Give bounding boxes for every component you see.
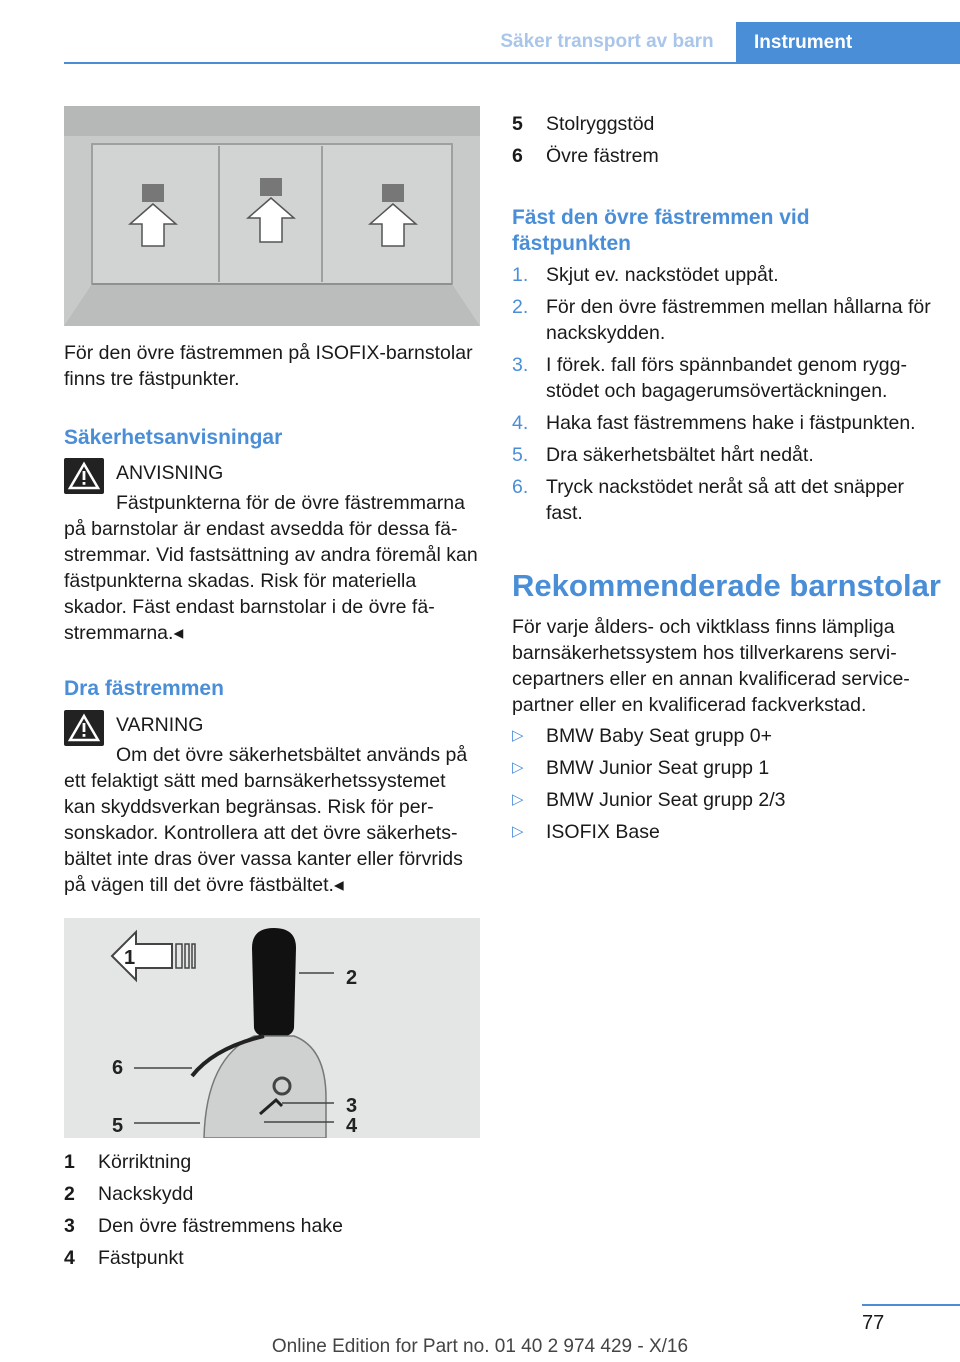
list-item: ▷ BMW Junior Seat grupp 2/3 — [512, 784, 932, 816]
list-item: 4. Haka fast fästremmens hake i fästpunkten. — [512, 412, 916, 434]
legend-item: 1 Körriktning — [64, 1151, 192, 1173]
safety-heading: Säkerhetsanvisningar — [64, 426, 283, 449]
page-number: 77 — [862, 1312, 885, 1334]
notice-first-line: Fästpunkterna för de övre fästremmarna — [116, 492, 465, 514]
legend-item: 3 Den övre fästremmens hake — [64, 1215, 343, 1237]
warning-box — [64, 710, 480, 898]
recommend-heading: Rekommenderade barnstolar — [512, 568, 941, 603]
figure-label-5: 5 — [112, 1115, 124, 1137]
bullet-triangle-icon: ▷ — [512, 759, 524, 776]
edition-footer: Online Edition for Part no. 01 40 2 974 429 - X/16 — [271, 1336, 689, 1357]
figure-label-6: 6 — [112, 1057, 124, 1079]
legend-item: 4 Fästpunkt — [64, 1247, 184, 1269]
bullet-triangle-icon: ▷ — [512, 727, 524, 744]
list-item: 2. För den övre fästremmen mellan hållarna för nackskydden. — [512, 296, 931, 344]
bullet-triangle-icon: ▷ — [512, 823, 524, 840]
seats-list — [512, 720, 932, 848]
bullet-triangle-icon: ▷ — [512, 791, 524, 808]
header-chapter-tab[interactable]: Instrument — [736, 22, 960, 64]
figure-label-2: 2 — [346, 967, 358, 989]
steps-list — [512, 262, 932, 532]
figure-label-3: 3 — [346, 1095, 358, 1117]
list-item: 6. Tryck nackstödet neråt så att det snäpper fast. — [512, 476, 905, 524]
legend-item: 6 Övre fästrem — [512, 145, 659, 167]
recommend-text: För varje ålders- och viktklass finns lämpliga barnsäkerhetssystem hos tillverkarens servi-cepartners eller en annan kvalificerad service-partner eller en kvalificerad fackverkstad. — [512, 616, 910, 716]
list-item: 3. I förek. fall förs spännbandet genom rygg-stödet och bagagerumsövertäckningen. — [512, 354, 907, 402]
headrest-illustration — [64, 918, 480, 1138]
header-section-title[interactable]: Säker transport av barn — [500, 31, 714, 52]
figure-headrest-tether — [64, 918, 480, 1138]
warning-label: VARNING — [116, 714, 204, 736]
pull-strap-heading: Dra fästremmen — [64, 677, 224, 700]
warning-text: ett felaktigt sätt med barnsäkerhetssystemet kan skyddsverkan begränsas. Risk för per-sonskador. Kontrollera att det övre säkerhets-bältet inte dras över vassa kanter eller förvrids på vägen till det övre fästbältet.◂ — [64, 770, 463, 896]
warning-triangle-icon — [64, 710, 104, 746]
notice-box — [64, 458, 480, 646]
list-item: ▷ BMW Baby Seat grupp 0+ — [512, 720, 932, 752]
notice-label: ANVISNING — [116, 462, 224, 484]
footer-rule — [862, 1304, 960, 1306]
header-rule — [64, 62, 960, 64]
figure1-caption: För den övre fästremmen på ISOFIX-barnstolar finns tre fästpunkter. — [64, 342, 473, 390]
figure-cargo-anchor-points — [64, 106, 480, 326]
list-item: 1. Skjut ev. nackstödet uppåt. — [512, 264, 779, 286]
legend-right — [512, 108, 932, 172]
warning-triangle-icon — [64, 458, 104, 494]
notice-text: på barnstolar är endast avsedda för dessa fä-stremmar. Vid fastsättning av andra föremål kan fästpunkterna skadas. Risk för materiella skador. Fäst endast barnstolar i de övre fä-stremmarna.◂ — [64, 518, 478, 644]
list-item: 5. Dra säkerhetsbältet hårt nedåt. — [512, 444, 814, 466]
figure-label-1: 1 — [124, 947, 136, 969]
legend-item: 5 Stolryggstöd — [512, 113, 655, 135]
warning-first-line: Om det övre säkerhetsbältet används på — [116, 744, 468, 766]
cargo-area-illustration — [64, 106, 480, 326]
list-item: ▷ ISOFIX Base — [512, 816, 932, 848]
attach-strap-heading: Fäst den övre fästremmen vid fästpunkten — [512, 206, 810, 255]
legend-item: 2 Nackskydd — [64, 1183, 194, 1205]
figure-label-4: 4 — [346, 1115, 358, 1137]
legend-left — [64, 1146, 480, 1274]
list-item: ▷ BMW Junior Seat grupp 1 — [512, 752, 932, 784]
